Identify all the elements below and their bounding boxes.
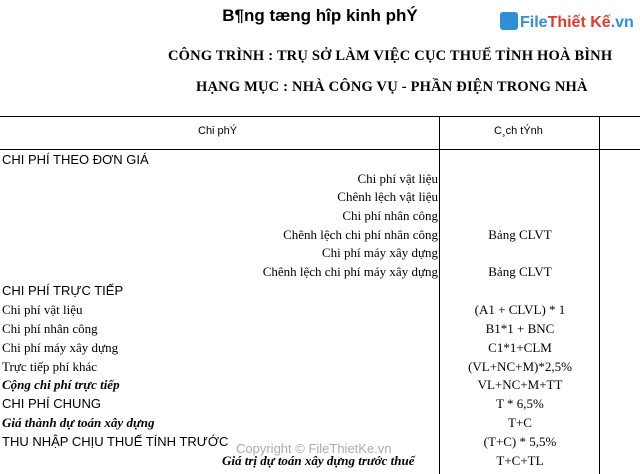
logo-icon [500, 12, 518, 30]
table-row: Chênh lệch chi phí máy xây dựng Bảng CLVT [262, 264, 552, 279]
project-title: CÔNG TRÌNH : TRỤ SỞ LÀM VIỆC CỤC THUẾ TỈNH HOÀ BÌNH [168, 48, 613, 64]
page-title: B¶ng tæng hîp kinh phÝ [222, 6, 418, 25]
table-row: Giá thành dự toán xây dựng T+C [2, 415, 532, 430]
table-row: Chi phí máy xây dựng [321, 245, 438, 260]
table-row: Chênh lệch chi phí nhân công Bảng CLVT [283, 227, 552, 242]
table-row: CHI PHÍ CHUNG T * 6,5% [2, 396, 544, 411]
table-row: Chi phí vật liệu [357, 171, 438, 186]
table-row: Cộng chi phí trực tiếp VL+NC+M+TT [2, 377, 563, 392]
table-row: Chi phí nhân công B1*1 + BNC [2, 321, 555, 336]
logo-text-thietke: Thiết Kế [547, 14, 611, 31]
header-cost-item: Chi phÝ [198, 125, 238, 137]
table-row: CHI PHÍ TRỰC TIẾP [2, 283, 124, 298]
table-row: Chi phí máy xây dựng C1*1+CLM [2, 340, 552, 355]
table-row: Chênh lệch vật liệu [337, 189, 438, 204]
table-row: Chi phí vật liệu (A1 + CLVL) * 1 [2, 302, 566, 317]
table-row: Giá trị dự toán xây dựng trước thuế T+C+TL [222, 453, 544, 468]
watermark: Copyright © FileThietKe.vn [236, 441, 392, 456]
site-logo [500, 12, 634, 32]
table-row: Chi phí nhân công [342, 208, 438, 223]
logo-text-vn: .vn [610, 14, 634, 31]
table-row: THU NHẬP CHỊU THUẾ TÍNH TRƯỚC (T+C) * 5,5% [2, 434, 557, 449]
logo-text-file: File [520, 14, 548, 31]
cost-table [0, 116, 640, 474]
table-row: Trực tiếp phí khác (VL+NC+M)*2,5% [2, 359, 572, 374]
header-method: C¸ch tÝnh [494, 125, 543, 137]
table-row: CHI PHÍ THEO ĐƠN GIÁ [2, 152, 149, 167]
category-title: HẠNG MỤC : NHÀ CÔNG VỤ - PHẦN ĐIỆN TRONG NHÀ [196, 79, 588, 95]
